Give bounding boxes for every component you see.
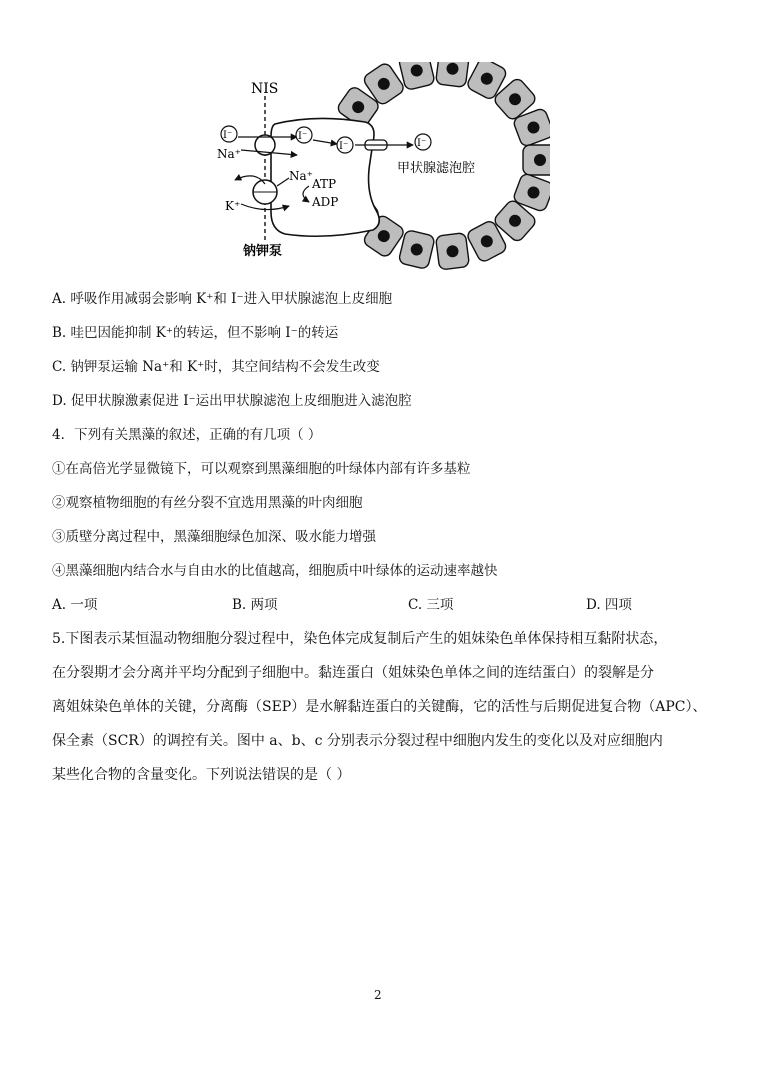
atp-label: ATP — [312, 177, 337, 191]
pump-potassium-label: K⁺ — [225, 199, 241, 213]
q4-item-1: ①在高倍光学显微镜下，可以观察到黑藻细胞的叶绿体内部有许多基粒 — [52, 461, 471, 477]
q5-line-5: 某些化合物的含量变化。下列说法错误的是（ ） — [52, 767, 351, 783]
page-number: 2 — [374, 988, 382, 1002]
q3-option-c: C. 钠钾泵运输 Na⁺和 K⁺时，其空间结构不会发生改变 — [52, 359, 380, 375]
q4-choice-a: A. 一项 — [52, 597, 98, 613]
iodide-label-lumen: I⁻ — [417, 138, 427, 149]
q3-option-b: B. 哇巴因能抑制 K⁺的转运，但不影响 I⁻的转运 — [52, 325, 339, 341]
follicle-lumen-label: 甲状腺滤泡腔 — [397, 161, 476, 176]
sodium-label-outside: Na⁺ — [217, 147, 241, 161]
pump-sodium-label: Na⁺ — [289, 169, 313, 183]
q3-option-a: A. 呼吸作用减弱会影响 K⁺和 I⁻进入甲状腺滤泡上皮细胞 — [52, 291, 393, 307]
iodide-label-outside: I⁻ — [223, 130, 233, 141]
q5-line-4: 保全素（SCR）的调控有关。图中 a、b、c 分别表示分裂过程中细胞内发生的变化以及对应细胞内 — [52, 733, 663, 749]
q4-item-2: ②观察植物细胞的有丝分裂不宜选用黑藻的叶肉细胞 — [52, 495, 363, 511]
q4-item-3: ③质壁分离过程中，黑藻细胞绿色加深、吸水能力增强 — [52, 529, 376, 545]
q3-option-d: D. 促甲状腺激素促进 I⁻运出甲状腺滤泡上皮细胞进入滤泡腔 — [52, 393, 412, 409]
q5-line-2: 在分裂期才会分离并平均分配到子细胞中。黏连蛋白（姐妹染色单体之间的连结蛋白）的裂解是分 — [52, 665, 654, 681]
follicle-cell — [435, 62, 469, 87]
follicle-cell — [398, 62, 435, 91]
iodide-label-cytoplasm: I⁻ — [298, 131, 308, 142]
q4-item-4: ④黑藻细胞内结合水与自由水的比值越高，细胞质中叶绿体的运动速率越快 — [52, 563, 498, 579]
follicle-cell — [435, 233, 469, 270]
follicle-cell — [523, 145, 550, 175]
thyroid-follicle-figure — [205, 62, 550, 272]
adp-label: ADP — [312, 195, 339, 209]
nis-label: NIS — [251, 81, 279, 97]
q5-line-1: 5.下图表示某恒温动物细胞分裂过程中，染色体完成复制后产生的姐妹染色单体保持相互黏附状态， — [52, 631, 668, 647]
q4-choice-b: B. 两项 — [232, 597, 278, 613]
q4-choice-c: C. 三项 — [408, 597, 454, 613]
iodide-label-apical: I⁻ — [339, 141, 349, 152]
pump-label: 钠钾泵 — [243, 244, 283, 259]
q4-stem: 4．下列有关黑藻的叙述，正确的有几项（ ） — [52, 427, 322, 443]
follicle-cell — [398, 229, 435, 269]
cell-nucleus — [534, 154, 546, 166]
thyroid-follicle-diagram — [205, 62, 550, 272]
q4-choice-d: D. 四项 — [586, 597, 632, 613]
q5-line-3: 离姐妹染色单体的关键，分离酶（SEP）是水解黏连蛋白的关键酶，它的活性与后期促进复合物（APC）、 — [52, 699, 707, 715]
